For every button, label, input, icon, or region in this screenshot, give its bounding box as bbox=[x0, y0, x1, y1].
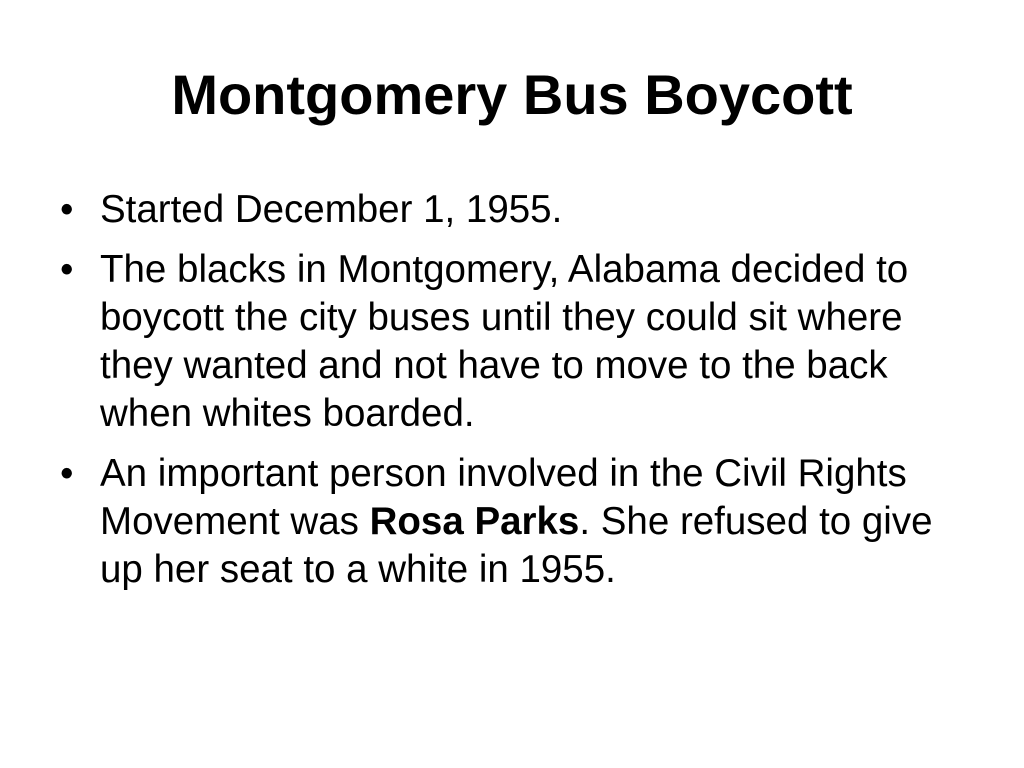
bold-name-rosa-parks: Rosa Parks bbox=[369, 500, 580, 543]
bullet-text: The blacks in Montgomery, Alabama decided to boycott the city buses until they could sit where they wanted and not have to move to the back when whites boarded. bbox=[100, 248, 909, 435]
bullet-item-3 bbox=[58, 450, 978, 594]
bullet-list bbox=[58, 186, 978, 606]
bullet-item-1 bbox=[58, 186, 978, 234]
bullet-text-before: An important person involved in the Civil Rights Movement was bbox=[100, 452, 907, 543]
slide-title: Montgomery Bus Boycott bbox=[171, 63, 853, 126]
bullet-marker: • bbox=[60, 452, 74, 495]
bullet-marker: • bbox=[60, 248, 74, 291]
bullet-item-2 bbox=[58, 246, 978, 438]
bullet-text: Started December 1, 1955. bbox=[100, 188, 563, 231]
bullet-marker: • bbox=[60, 188, 74, 231]
bullet-text-after: . She refused to give up her seat to a white in 1955. bbox=[100, 500, 933, 591]
